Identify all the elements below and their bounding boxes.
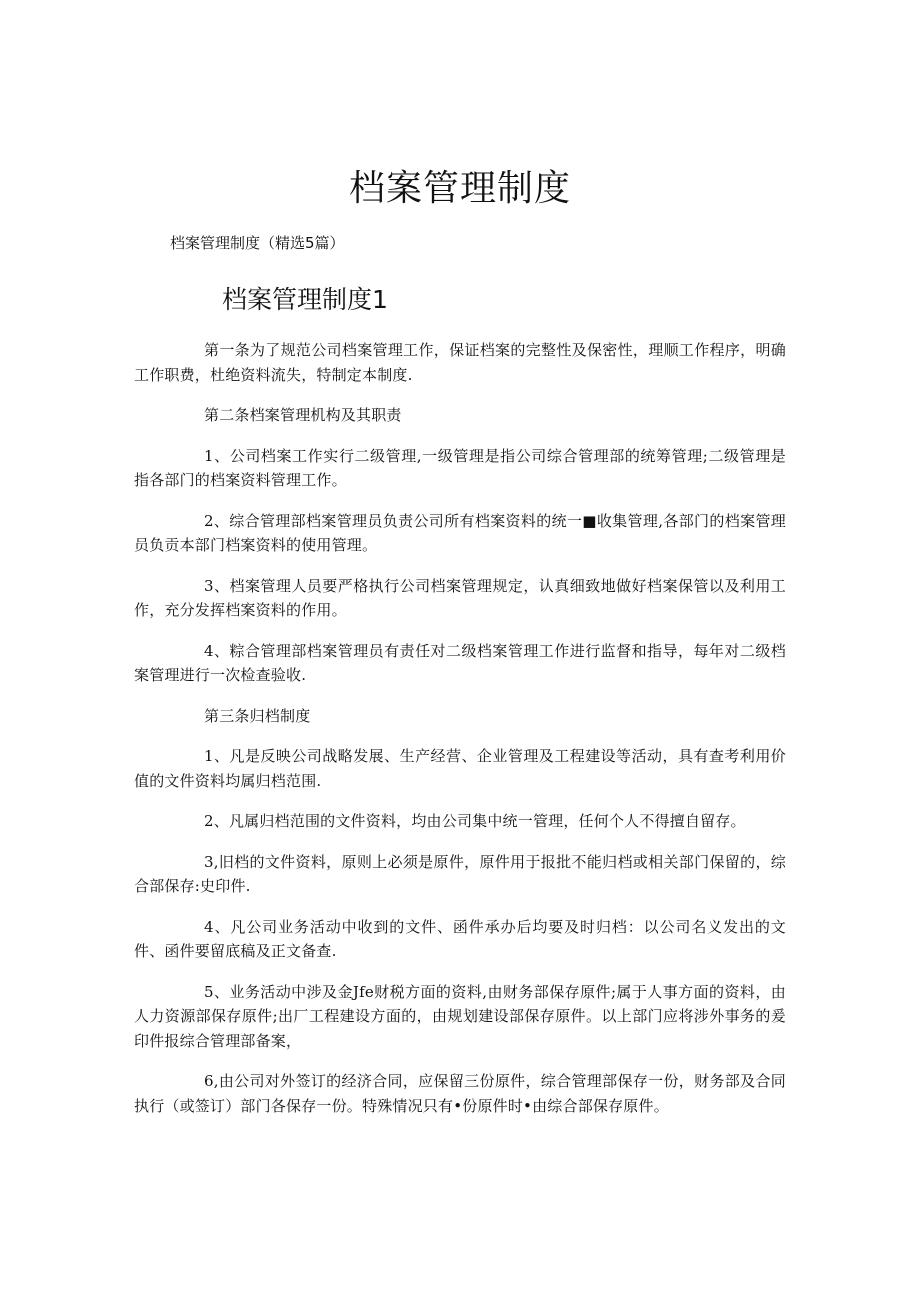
paragraph-article-2-item-2: 2、综合管理部档案管理员负责公司所有档案资料的统一■收集管理,各部门的档案管理员负贡本部门档案资料的使用管理。 <box>134 511 786 554</box>
paragraph-article-2-item-4: 4、粽合管理部档案管理员有责任对二级档案管理工作进行监督和指导，每年对二级档案管理进行一次检查验收. <box>134 641 786 684</box>
document-subtitle: 档案管理制度（精选5篇） <box>170 234 345 252</box>
paragraph-article-3-heading: 第三条归档制度 <box>204 706 311 725</box>
paragraph-article-3-item-2: 2、凡属归档范围的文件资料，均由公司集中统一管理，任何个人不得擅自留存。 <box>204 812 746 830</box>
paragraph-article-3-item-1: 1、凡是反映公司战略发展、生产经营、企业管理及工程建设等活动，具有查考利用价值的文件资料均属归档范围. <box>134 747 786 790</box>
paragraph-article-1: 第一条为了规范公司档案管理工作，保证档案的完整性及保密性，理顺工作程序，明确工作职费，杜绝资料流失，特制定本制度. <box>134 341 786 384</box>
paragraph-article-3-item-5: 5、业务活动中涉及金Jfe财税方面的资料,由财务部保存原件;属于人事方面的资料，由人力资源部保存原件;出厂工程建设方面的，由规划建设部保存原件。以上部门应将涉外事务的爰印件报综合管理部备案， <box>134 982 786 1050</box>
paragraph-article-3-item-6: 6,由公司对外签订的经济合同，应保留三份原件，综合管理部保存一份，财务部及合同执行（或签订）部门各保存一份。特殊情况只有•份原件时•由综合部保存原件。 <box>134 1072 786 1115</box>
paragraph-article-3-item-3: 3,旧档的文件资料，原则上必须是原件，原件用于报批不能归档或相关部门保留的，综合部保存:史印件. <box>134 852 786 895</box>
section-title: 档案管理制度1 <box>222 285 388 314</box>
paragraph-article-2-item-1: 1、公司档案工作实行二级管理,一级管理是指公司综合管理部的统筹管理;二级管理是指各部门的档案资料管理工作。 <box>134 446 786 489</box>
page-title: 档案管理制度 <box>348 168 571 209</box>
paragraph-article-2-item-3: 3、档案管理人员要严格执行公司档案管理规定，认真细致地做好档案保管以及利用工作，充分发挥档案资料的作用。 <box>134 576 786 619</box>
document-body <box>134 338 786 1134</box>
paragraph-article-3-item-4: 4、凡公司业务活动中收到的文件、函件承办后均要及时归档：以公司名义发出的文件、函件要留底稿及正文备查. <box>134 917 786 960</box>
paragraph-article-2-heading: 第二条档案管理机构及其职责 <box>204 406 402 424</box>
